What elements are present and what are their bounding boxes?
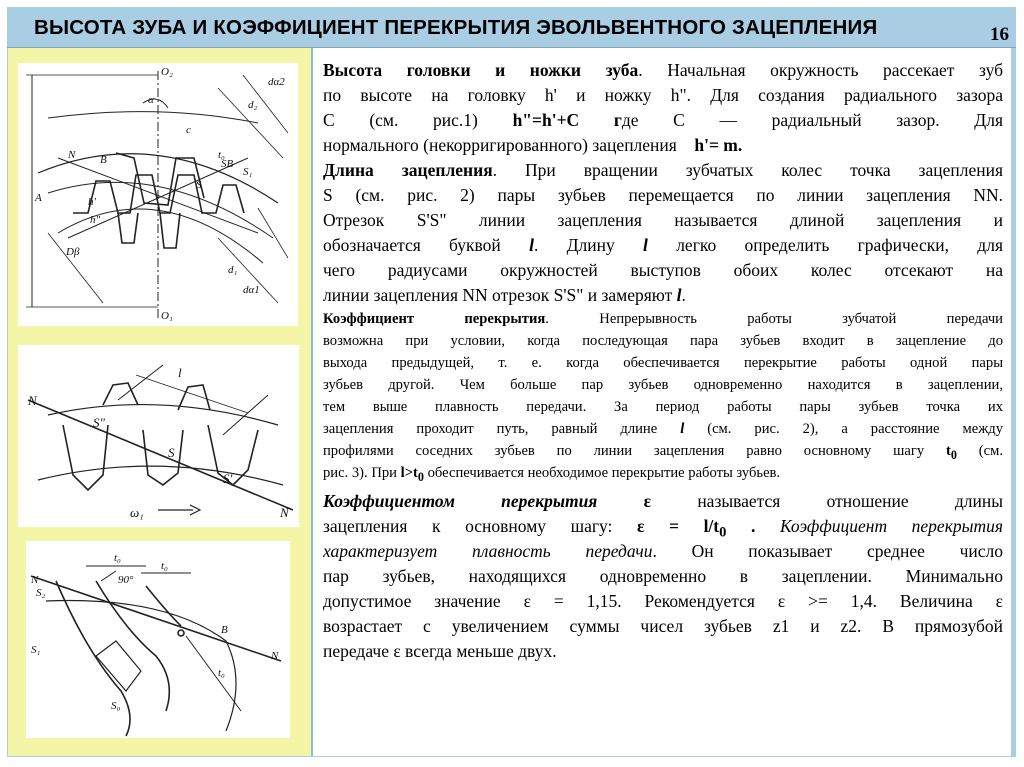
figure-3-drawing xyxy=(26,541,290,738)
paragraph-overlap-ratio-line-4: пар зубьев, находящихся одновременно в зацеплении. Минимально xyxy=(323,566,1003,586)
svg-text:A: A xyxy=(35,192,42,204)
svg-text:l: l xyxy=(178,365,182,380)
figure-2-drawing xyxy=(18,345,299,527)
slide-title: ВЫСОТА ЗУБА И КОЭФФИЦИЕНТ ПЕРЕКРЫТИЯ ЭВОЛЬВЕНТНОГО ЗАЦЕПЛЕНИЯ xyxy=(34,16,878,39)
svg-text:N: N xyxy=(31,574,39,586)
paragraph-contact-length-line-3: Отрезок S'S" линии зацепления называется длиной зацепления и xyxy=(323,210,1003,230)
paragraph-overlap-line-5: тем выше плавность передачи. За период работы пары зубьев точка их xyxy=(323,399,1003,415)
paragraph-overlap-ratio-line-1: Коэффициентом перекрытия ε называется отношение длины xyxy=(323,491,1003,511)
figure-1-drawing xyxy=(18,63,298,326)
svg-text:N: N xyxy=(280,505,289,520)
svg-text:SB: SB xyxy=(221,158,234,170)
figure-2-line-of-action xyxy=(18,345,299,527)
svg-text:h': h' xyxy=(88,196,96,208)
paragraph-overlap-line-8: рис. 3). При $l>t_0$ обеспечивается необходимое перекрытие работы зубьев. xyxy=(323,465,781,484)
svg-text:B: B xyxy=(221,624,228,636)
svg-text:t₀: t₀ xyxy=(218,667,225,679)
svg-text:N: N xyxy=(271,650,279,662)
svg-text:S₂: S₂ xyxy=(36,587,46,599)
paragraph-contact-length-line-2: S (см. рис. 2) пары зубьев перемещается по линии зацепления NN. xyxy=(323,185,1003,205)
svg-text:B: B xyxy=(100,154,107,166)
paragraph-overlap-line-7: профилями соседних зубьев по линии зацепления равно основному шагу $t_0$ (см. xyxy=(323,443,1004,462)
paragraph-overlap-line-6: зацепления проходит путь, равный длине l (см. рис. 2), а расстояние между xyxy=(323,421,1003,437)
svg-text:O₁: O₁ xyxy=(161,310,173,322)
svg-text:dα1: dα1 xyxy=(243,284,260,296)
page-number: 16 xyxy=(990,24,1009,45)
svg-text:S₁: S₁ xyxy=(243,166,253,178)
paragraph-overlap-ratio-line-6: возрастает с увеличением суммы чисел зубьев z1 и z2. В прямозубой xyxy=(323,616,1003,636)
svg-text:S₀: S₀ xyxy=(111,700,121,712)
svg-text:S: S xyxy=(168,445,175,460)
svg-text:α: α xyxy=(148,94,154,106)
svg-text:dα2: dα2 xyxy=(268,76,285,88)
paragraph-overlap-line-2: возможна при условии, когда последующая пара зубьев входит в зацепление до xyxy=(323,333,1003,349)
svg-text:S": S" xyxy=(93,415,105,430)
paragraph-contact-length-line-4: обозначается буквой l. Длину l легко определить графически, для xyxy=(323,235,1003,255)
figure-1-gear-tooth-height xyxy=(18,63,298,326)
paragraph-contact-length-line-1: Длина зацепления. При вращении зубчатых колес точка зацепления xyxy=(323,160,1003,180)
svg-text:ω₁: ω₁ xyxy=(130,505,144,520)
svg-text:d₂: d₂ xyxy=(248,99,258,111)
paragraph-overlap-ratio-line-5: допустимое значение ε = 1,15. Рекомендуется ε >= 1,4. Величина ε xyxy=(323,591,1003,611)
svg-text:O₂: O₂ xyxy=(161,66,173,78)
paragraph-overlap-ratio-line-2: зацепления к основному шагу: $\varepsilon = l/t_0$ . Коэффициент перекрытия xyxy=(323,516,1004,541)
paragraph-tooth-height-line-2: по высоте на головку h' и ножку h". Для создания радиального зазора xyxy=(323,85,1003,105)
svg-text:t₀: t₀ xyxy=(114,552,121,564)
svg-text:c: c xyxy=(186,124,191,136)
paragraph-contact-length-line-5: чего радиусами окружностей выступов обоих колес отсекают на xyxy=(323,260,1003,280)
paragraph-overlap-ratio-line-3: характеризует плавность передачи. Он показывает среднее число xyxy=(323,541,1003,561)
svg-text:90°: 90° xyxy=(118,574,134,586)
paragraph-tooth-height-line-1: Высота головки и ножки зуба. Начальная окружность рассекает зуб xyxy=(323,60,1003,80)
paragraph-overlap-line-4: зубьев другой. Чем больше пар зубьев одновременно находится в зацеплении, xyxy=(323,377,1003,393)
svg-text:S': S' xyxy=(223,471,233,486)
paragraph-tooth-height-line-4: нормального (некорригированного) зацепления h'= m. xyxy=(323,135,743,155)
svg-text:N: N xyxy=(28,393,37,408)
svg-text:N: N xyxy=(68,149,76,161)
paragraph-overlap-line-3: выхода предыдущей, т. е. когда обеспечивается перекрытие работы одной пары xyxy=(323,355,1003,371)
paragraph-contact-length-line-6: линии зацепления NN отрезок S'S" и замеряют l. xyxy=(323,285,686,305)
svg-text:h": h" xyxy=(90,214,101,226)
paragraph-overlap-line-1: Коэффициент перекрытия. Непрерывность работы зубчатой передачи xyxy=(323,311,1003,327)
figure-3-base-pitch xyxy=(26,541,290,738)
svg-text:d₁: d₁ xyxy=(228,264,238,276)
paragraph-overlap-ratio-line-7: передаче ε всегда меньше двух. xyxy=(323,641,557,661)
svg-text:S: S xyxy=(196,179,202,191)
svg-text:t₀: t₀ xyxy=(161,560,168,572)
svg-text:Dβ: Dβ xyxy=(66,246,80,258)
svg-text:S₁: S₁ xyxy=(31,644,41,656)
svg-text:t₀: t₀ xyxy=(218,149,225,161)
paragraph-tooth-height-line-3: С (см. рис.1) h"=h'+C где С — радиальный зазор. Для xyxy=(323,110,1003,130)
